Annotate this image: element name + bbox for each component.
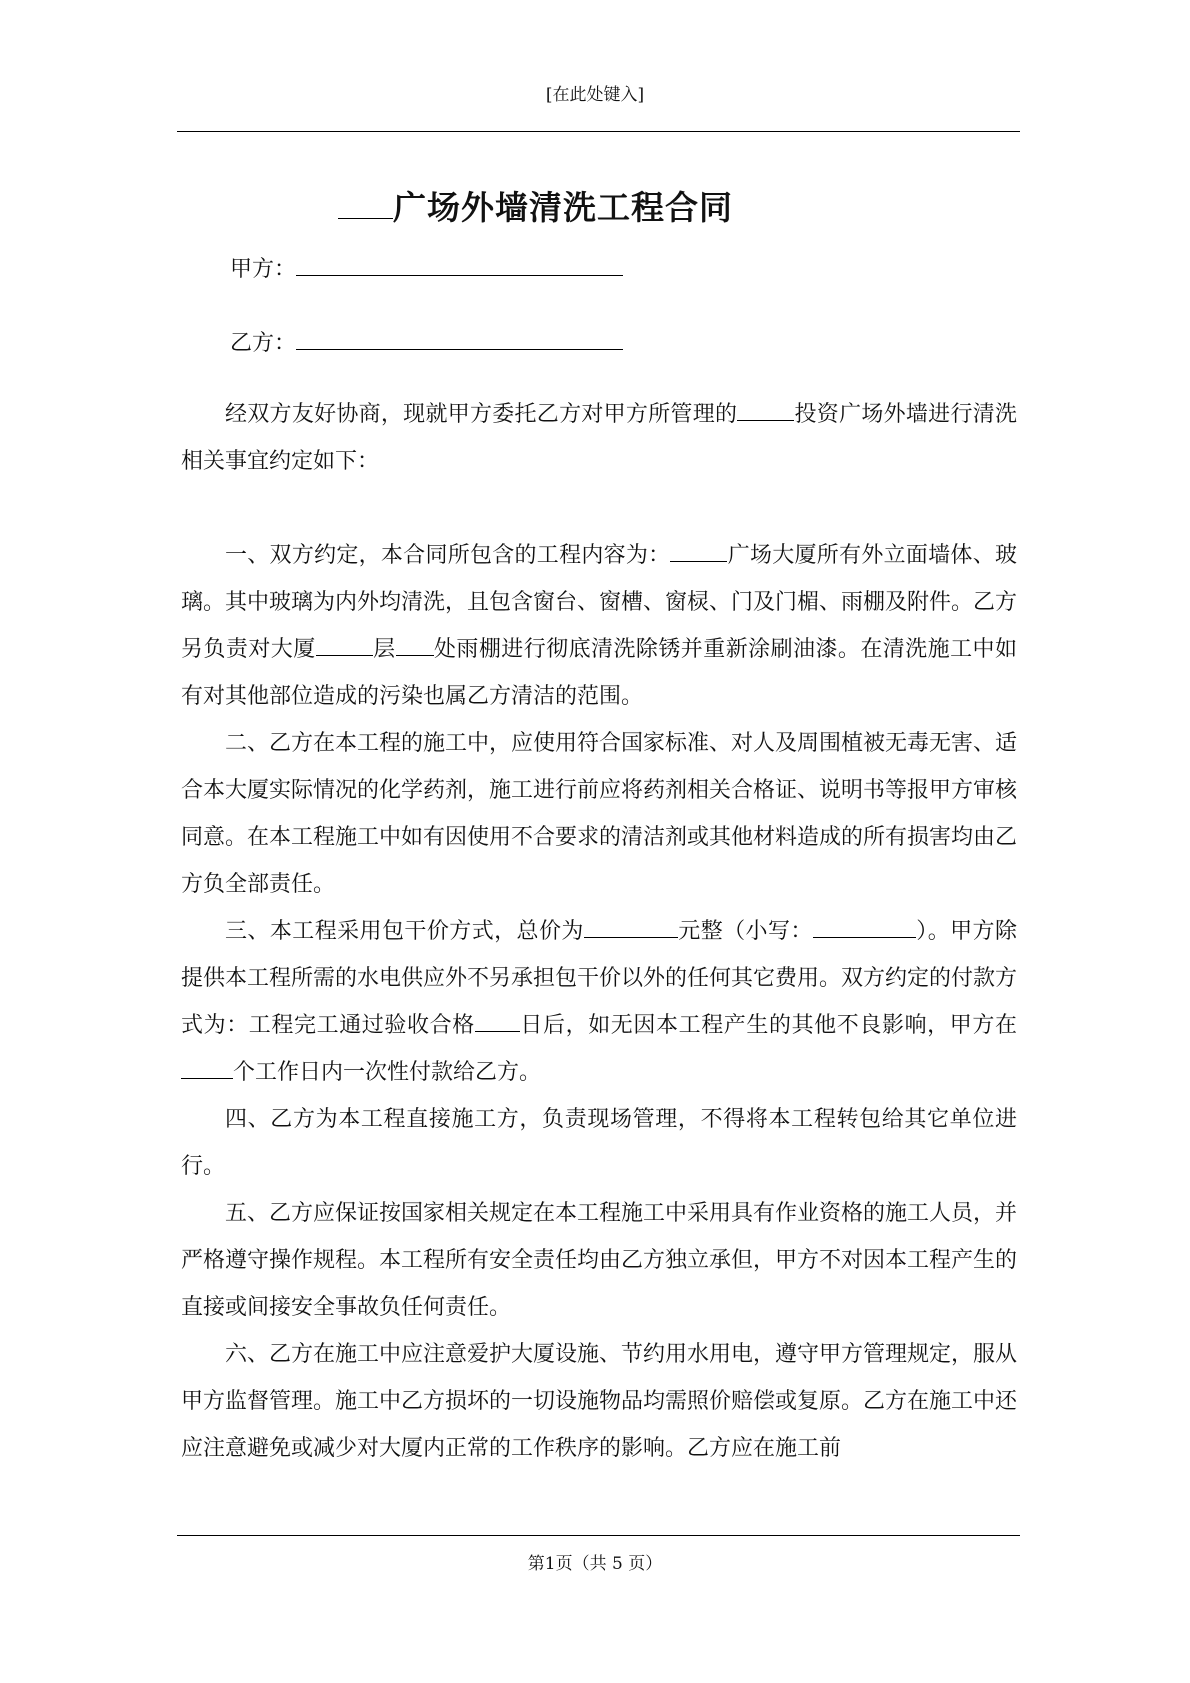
clause-1-blank-3: [396, 632, 434, 656]
clause-4: 四、乙方为本工程直接施工方，负责现场管理，不得将本工程转包给其它单位进行。: [181, 1107, 1017, 1179]
clause-1-text-2: 广场大厦所有外立面墙体、玻璃。其中玻璃为内外均清洗，且包含窗台、窗槽、窗棂、门及门楣、雨棚及附件。乙方另负责对大厦: [181, 543, 1018, 662]
clause-6: 六、乙方在施工中应注意爱护大厦设施、节约用水用电，遵守甲方管理规定，服从甲方监督管理。施工中乙方损坏的一切设施物品均需照价赔偿或复原。乙方在施工中还应注意避免或减少对大厦内正常的工作秩序的影响。乙方应在施工前: [181, 1342, 1018, 1461]
party-a-blank: [296, 252, 623, 276]
footer-divider: [177, 1535, 1020, 1536]
clause-1-blank-2: [316, 632, 373, 656]
clause-3-blank-4: [181, 1055, 233, 1079]
clause-3: [181, 908, 1017, 1096]
clause-1: [181, 532, 1017, 720]
clause-2: 二、乙方在本工程的施工中，应使用符合国家标准、对人及周围植被无毒无害、适合本大厦实际情况的化学药剂，施工进行前应将药剂相关合格证、说明书等报甲方审核同意。在本工程施工中如有因使用不合要求的清洁剂或其他材料造成的所有损害均由乙方负全部责任。: [181, 731, 1018, 897]
clause-1-text-1: 一、双方约定，本合同所包含的工程内容为：: [225, 543, 671, 568]
clause-5: 五、乙方应保证按国家相关规定在本工程施工中采用具有作业资格的施工人员，并严格遵守操作规程。本工程所有安全责任均由乙方独立承但，甲方不对因本工程产生的直接或间接安全事故负任何责任。: [181, 1201, 1018, 1320]
clause-3-text-2: 元整（小写：: [677, 919, 813, 944]
party-b-line: [230, 326, 623, 357]
party-b-label: 乙方：: [230, 331, 297, 357]
clause-3-text-5: 个工作日内一次性付款给乙方。: [233, 1060, 542, 1085]
title-text: 广场外墙清洗工程合同: [393, 188, 733, 227]
clause-1-text-3: 层: [372, 637, 396, 662]
page-header: [在此处键入]: [545, 85, 645, 105]
intro-text-1: 经双方友好协商，现就甲方委托乙方对甲方所管理的: [225, 402, 738, 427]
title-blank: [338, 183, 393, 219]
party-b-blank: [296, 326, 623, 350]
clause-3-text-1: 三、本工程采用包干价方式，总价为: [225, 919, 584, 944]
clause-3-text-3: ）。甲方除提供本工程所需的水电供应外不另承担包干价以外的任何其它费用。双方约定的付款方式为：工程完工通过验收合格: [181, 919, 1018, 1038]
clause-3-text-4: 日后，如无因本工程产生的其他不良影响，甲方在: [519, 1013, 1017, 1038]
clause-3-blank-1: [584, 914, 678, 938]
intro-text-2: 投资广场外墙进行清洗相关事宜约定如下：: [181, 402, 1017, 474]
intro-blank: [737, 397, 794, 421]
header-divider: [177, 131, 1020, 132]
contract-body: [181, 391, 1017, 1472]
clause-3-blank-2: [813, 914, 916, 938]
intro-paragraph: [181, 391, 1017, 485]
clause-1-blank-1: [670, 538, 727, 562]
party-a-label: 甲方：: [230, 257, 297, 283]
clause-1-text-4: 处雨棚进行彻底清洗除锈并重新涂刷油漆。在清洗施工中如有对其他部位造成的污染也属乙方清洁的范围。: [181, 637, 1017, 709]
party-a-line: [230, 252, 623, 283]
contract-title: [338, 182, 733, 229]
page-footer: 第1页（共 5 页）: [527, 1554, 663, 1574]
clause-3-blank-3: [475, 1008, 520, 1032]
